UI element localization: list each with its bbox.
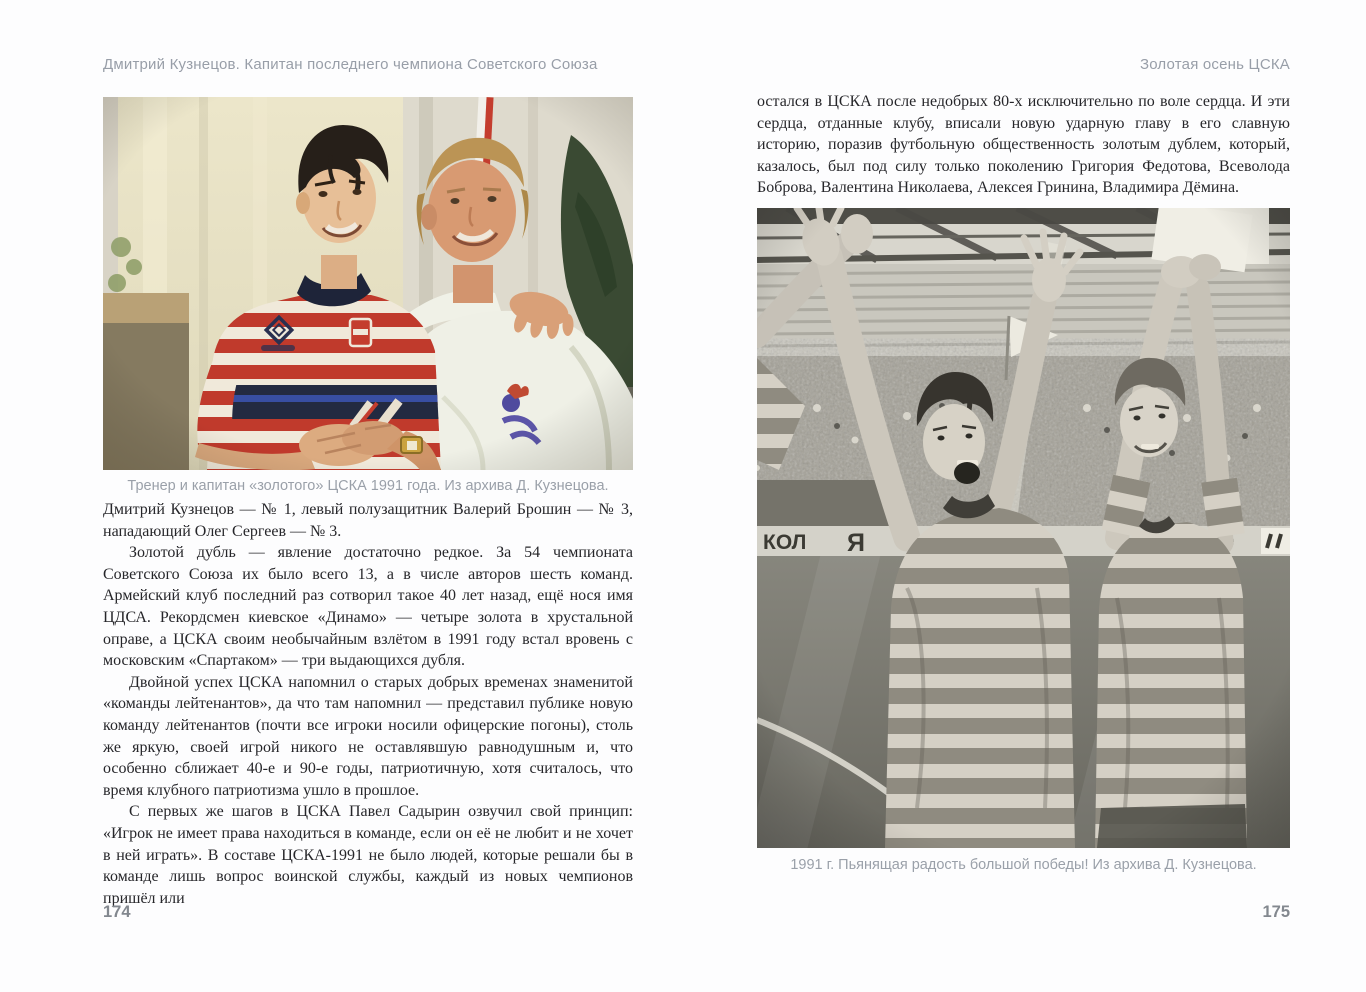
- photo-coach-and-captain: [103, 97, 633, 470]
- photo-caption-left: Тренер и капитан «золотого» ЦСКА 1991 года. Из архива Д. Кузнецова.: [127, 478, 609, 494]
- photo-victory-celebration: [757, 208, 1290, 848]
- photo-caption-right: 1991 г. Пьянящая радость большой победы! Из архива Д. Кузнецова.: [790, 857, 1257, 873]
- running-head-left: Дмитрий Кузнецов. Капитан последнего чемпиона Советского Союза: [103, 56, 598, 73]
- paragraph: Двойной успех ЦСКА напомнил о старых добрых временах знаменитой «команды лейтенантов», да что там напомнил — представил публике новую команду лейтенантов (почти все игроки носили офицерские погоны), столь же яркую, своей игрой никого не оставлявшую равнодушным и, что особенно сближает 40-е и 90-е годы, патриотичную, хотя считалось, что время клубного патриотизма ушло в прошлое.: [103, 673, 633, 799]
- paragraph: Дмитрий Кузнецов — № 1, левый полузащитник Валерий Брошин — № 3, нападающий Олег Сергеев — № 3.: [103, 501, 633, 540]
- paragraph: С первых же шагов в ЦСКА Павел Садырин озвучил свой принцип: «Игрок не имеет права находиться в команде, если он её не любит и не хочет в ней играть». В составе ЦСКА-1991 не было людей, которые решали бы в команде лишь вопрос воинской службы, каждый из новых чемпионов пришёл или: [103, 803, 633, 907]
- body-text-right: [757, 91, 1290, 199]
- photo-coach-and-captain-art: [103, 97, 633, 470]
- photo-victory-celebration-art: [757, 208, 1290, 848]
- page-number-right: 175: [1262, 903, 1290, 921]
- paragraph: остался в ЦСКА после недобрых 80-х исключительно по воле сердца. И эти сердца, отданные клубу, вписали новую ударную главу в его славную историю, поразив футбольную общественность золотым дублем, который, казалось, был под силу только поколению Григория Федотова, Всеволода Боброва, Валентина Николаева, Алексея Гринина, Владимира Дёмина.: [757, 93, 1290, 197]
- paragraph: Золотой дубль — явление достаточно редкое. За 54 чемпионата Советского Союза их было всего 13, а в числе авторов шесть команд. Армейский клуб последний раз сотворил такое 40 лет назад, ещё нося имя ЦДСА. Рекордсмен киевское «Динамо» — четыре золота в хрустальной оправе, а ЦСКА своим необычайным взлётом в 1991 году встал вровень с московским «Спартаком» — три выдающихся дубля.: [103, 544, 633, 670]
- body-text-left: [103, 499, 633, 909]
- page-number-left: 174: [103, 903, 131, 921]
- running-head-right: Золотая осень ЦСКА: [1139, 56, 1290, 73]
